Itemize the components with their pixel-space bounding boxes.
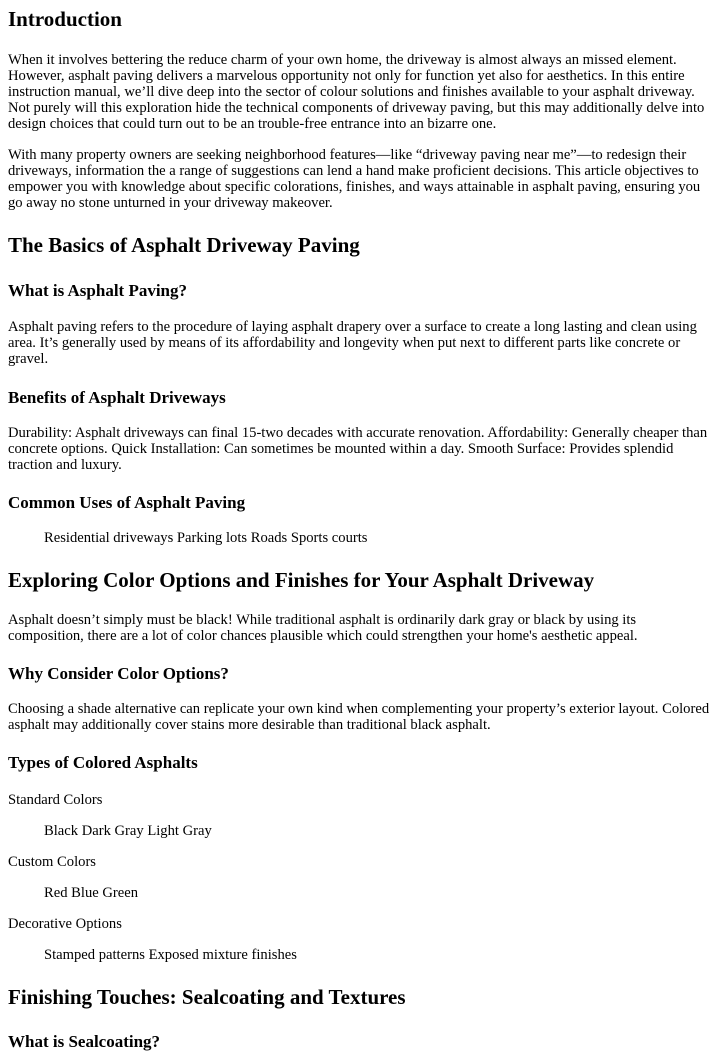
why-color-paragraph: Choosing a shade alternative can replicate your own kind when complementing your property’s exterior layout. Colored asphalt may additionally cover stains more desirable than traditional black asphalt. bbox=[8, 701, 710, 733]
section-heading-basics: The Basics of Asphalt Driveway Paving bbox=[8, 233, 360, 257]
decorative-options-list: Stamped patterns Exposed mixture finishes bbox=[44, 947, 297, 963]
section-heading-finishing: Finishing Touches: Sealcoating and Textures bbox=[8, 985, 406, 1009]
subheading-benefits: Benefits of Asphalt Driveways bbox=[8, 388, 226, 407]
article-page bbox=[0, 7, 720, 1052]
subheading-what-is-asphalt: What is Asphalt Paving? bbox=[8, 281, 188, 300]
standard-colors-list: Black Dark Gray Light Gray bbox=[44, 823, 212, 839]
subheading-why-color: Why Consider Color Options? bbox=[8, 664, 229, 683]
section-heading-introduction: Introduction bbox=[8, 7, 122, 31]
what-is-asphalt-paragraph: Asphalt paving refers to the procedure of laying asphalt drapery over a surface to create a long lasting and clean using area. It’s generally used by means of its affordability and longevity when put next to different parts like concrete or gravel. bbox=[8, 319, 697, 367]
custom-colors-label: Custom Colors bbox=[8, 854, 96, 870]
subheading-common-uses: Common Uses of Asphalt Paving bbox=[8, 493, 246, 512]
standard-colors-label: Standard Colors bbox=[8, 792, 103, 808]
color-options-paragraph: Asphalt doesn’t simply must be black! While traditional asphalt is ordinarily dark gray or black by using its composition, there are a lot of color chances plausible which could strengthen your home's aesthetic appeal. bbox=[8, 612, 638, 644]
intro-paragraph-2: With many property owners are seeking neighborhood features—like “driveway paving near me”—to redesign their driveways, information the a range of suggestions can lend a hand make proficient decisions. This article objectives to empower you with knowledge about specific colorations, finishes, and ways attainable in asphalt paving, ensuring you go away no stone unturned in your driveway makeover. bbox=[8, 147, 701, 211]
decorative-options-label: Decorative Options bbox=[8, 916, 122, 932]
section-heading-color-options: Exploring Color Options and Finishes for Your Asphalt Driveway bbox=[8, 568, 595, 592]
subheading-sealcoating: What is Sealcoating? bbox=[8, 1032, 161, 1051]
intro-paragraph-1: When it involves bettering the reduce charm of your own home, the driveway is almost always an missed element. However, asphalt paving delivers a marvelous opportunity not only for function yet also for aesthetics. In this entire instruction manual, we’ll dive deep into the sector of colour solutions and finishes available to your asphalt driveway. Not purely will this exploration hide the technical components of driveway paving, but this may additionally delve into design choices that could turn out to be an trouble-free entrance into an bizarre one. bbox=[8, 52, 705, 132]
benefits-paragraph: Durability: Asphalt driveways can final 15-two decades with accurate renovation. Affordability: Generally cheaper than concrete options. Quick Installation: Can sometimes be mounted within a day. Smooth Surface: Provides splendid traction and luxury. bbox=[8, 425, 708, 473]
subheading-types-colored: Types of Colored Asphalts bbox=[8, 753, 198, 772]
custom-colors-list: Red Blue Green bbox=[44, 885, 139, 901]
common-uses-list: Residential driveways Parking lots Roads Sports courts bbox=[44, 530, 368, 546]
